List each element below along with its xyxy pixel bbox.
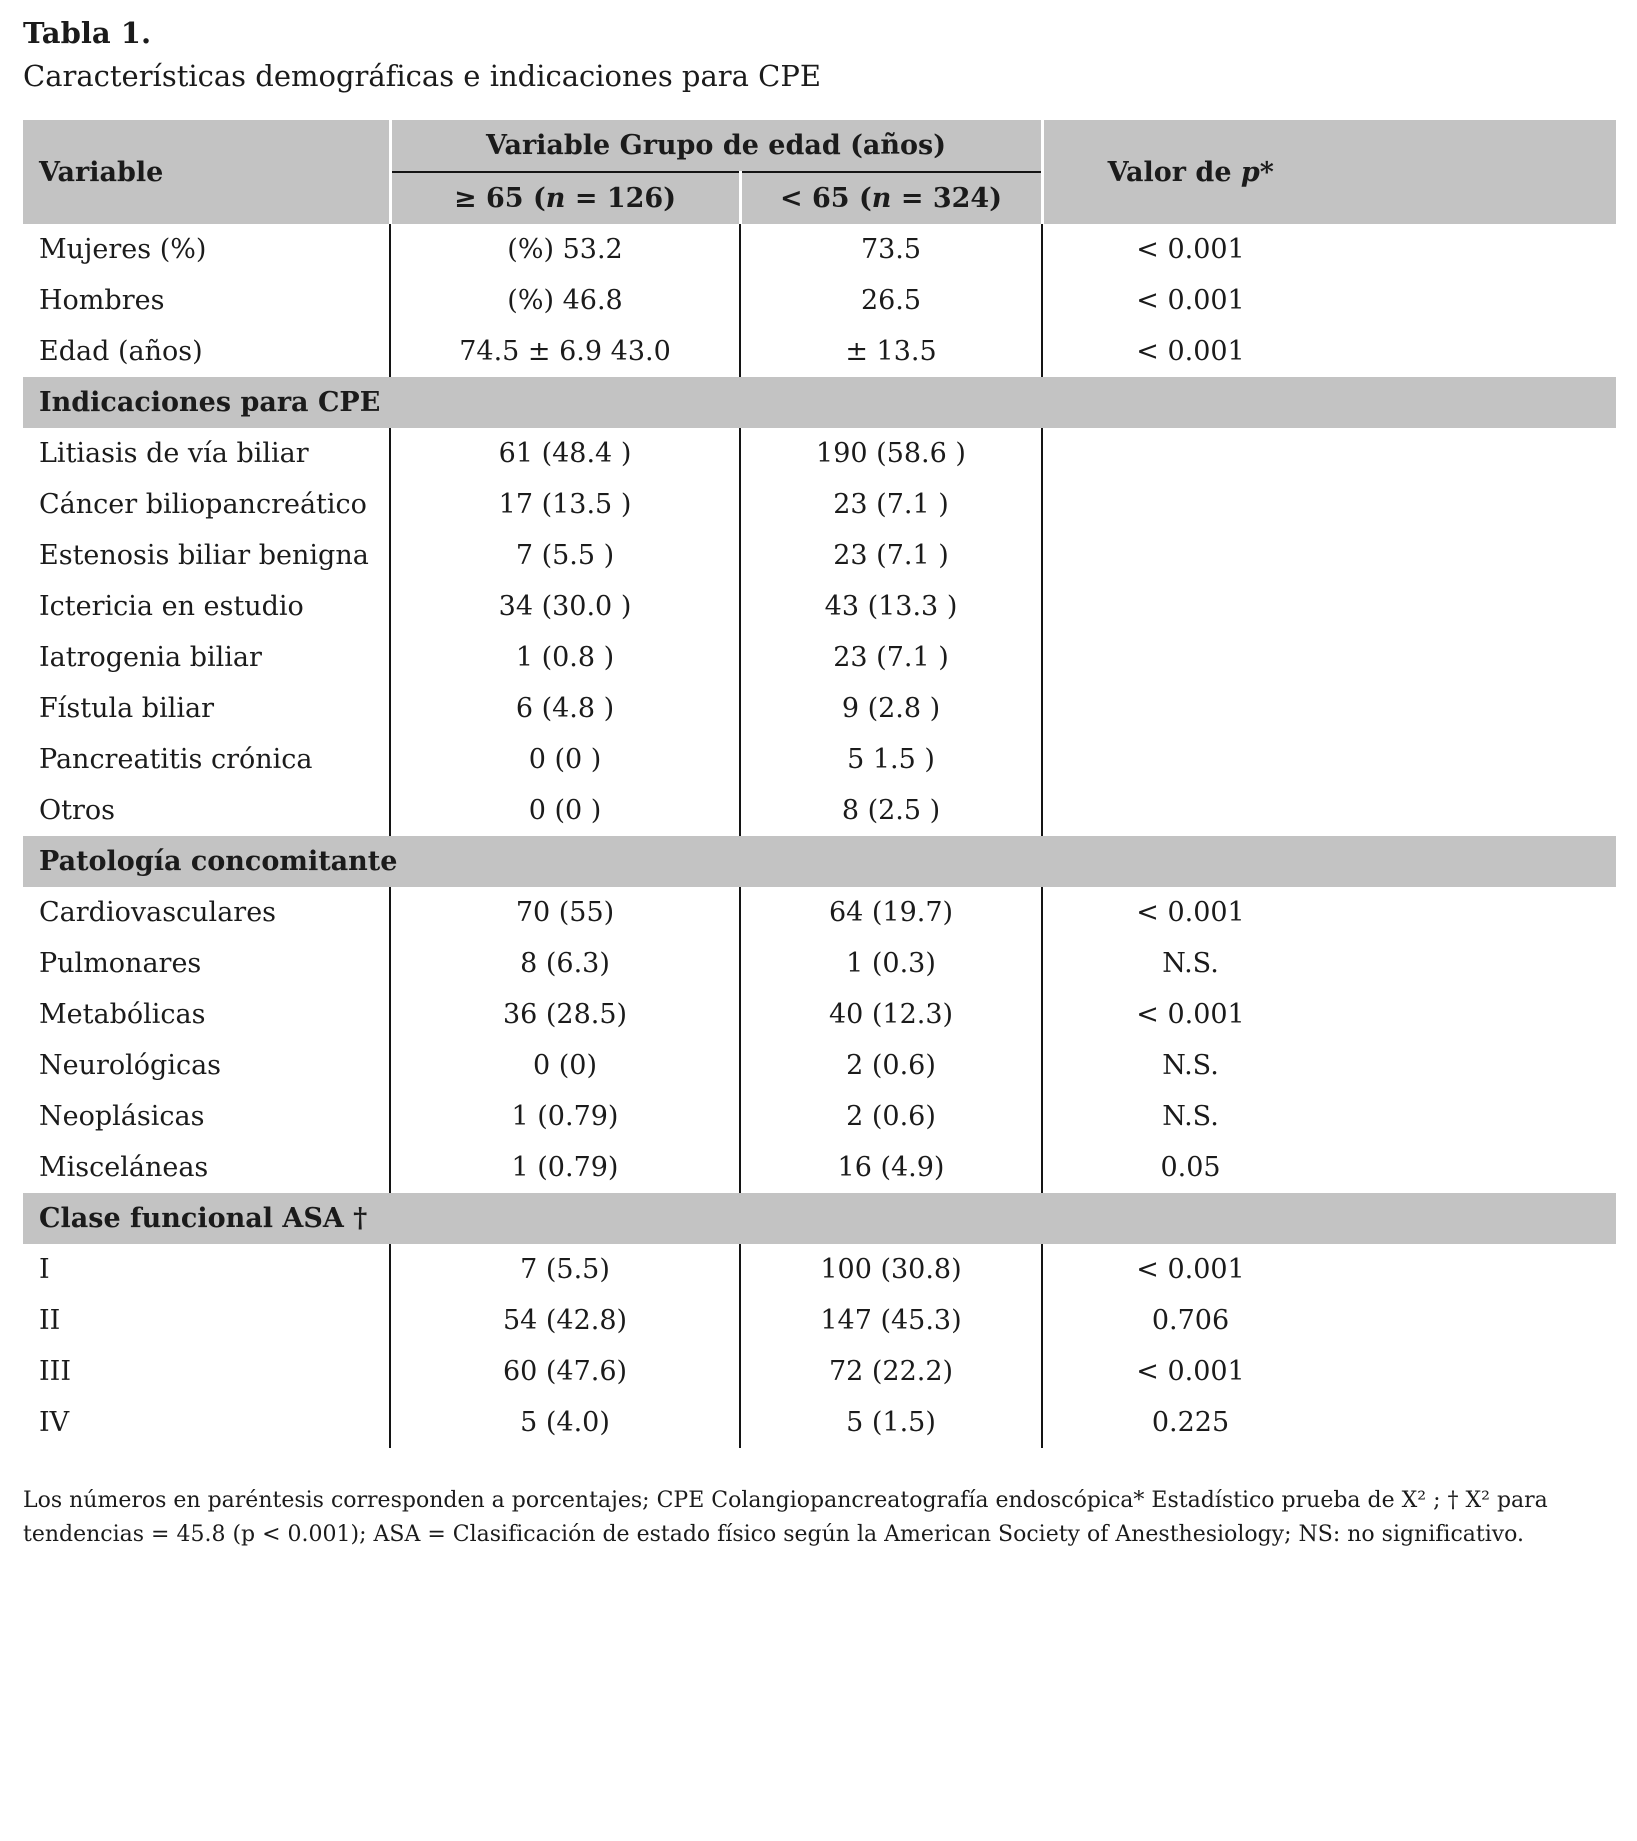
section-band-row bbox=[23, 1193, 1616, 1244]
lt65-text: < 65 ( bbox=[780, 183, 872, 214]
p-value-cell: < 0.001 bbox=[1136, 897, 1245, 928]
p-value-cell bbox=[1042, 530, 1616, 581]
value-cell-ge65: 7 (5.5 ) bbox=[390, 530, 740, 581]
value-cell-lt65: 23 (7.1 ) bbox=[740, 632, 1042, 683]
table-row bbox=[23, 734, 1616, 785]
value-cell-lt65: 26.5 bbox=[740, 275, 1042, 326]
table-footnote bbox=[23, 1484, 1616, 1552]
value-cell-ge65: 70 (55) bbox=[390, 887, 740, 938]
value-cell-lt65: 5 (1.5) bbox=[740, 1397, 1042, 1448]
row-label-cell: Hombres bbox=[23, 275, 390, 326]
p-value-cell bbox=[1042, 683, 1616, 734]
p-value-cell: 0.05 bbox=[1160, 1152, 1221, 1183]
table-row bbox=[23, 1295, 1616, 1346]
row-label-cell: Neoplásicas bbox=[23, 1091, 390, 1142]
value-cell-lt65: 9 (2.8 ) bbox=[740, 683, 1042, 734]
table-row bbox=[23, 632, 1616, 683]
value-cell-lt65: 72 (22.2) bbox=[740, 1346, 1042, 1397]
table-row bbox=[23, 581, 1616, 632]
table-row bbox=[23, 683, 1616, 734]
row-label-cell: Metabólicas bbox=[23, 989, 390, 1040]
value-cell-ge65: 0 (0 ) bbox=[390, 734, 740, 785]
table-header bbox=[23, 120, 1616, 224]
table-row bbox=[23, 275, 1616, 326]
p-value-cell: 0.706 bbox=[1151, 1305, 1230, 1336]
p-value-cell bbox=[1042, 632, 1616, 683]
value-cell-lt65: 23 (7.1 ) bbox=[740, 530, 1042, 581]
table-row bbox=[23, 938, 1616, 989]
value-cell-lt65: 43 (13.3 ) bbox=[740, 581, 1042, 632]
p-value-cell: N.S. bbox=[1162, 1101, 1219, 1132]
table-row bbox=[23, 1040, 1616, 1091]
footnote-line-2: tendencias = 45.8 (p < 0.001); ASA = Clasificación de estado físico según la American Society of Anesthesiology; NS: no significativo. bbox=[23, 1522, 1525, 1547]
table-row bbox=[23, 887, 1616, 938]
row-label-cell: Cáncer biliopancreático bbox=[23, 479, 390, 530]
header-age-group: Variable Grupo de edad (años) bbox=[390, 120, 1042, 172]
value-cell-ge65: 60 (47.6) bbox=[390, 1346, 740, 1397]
p-header-symbol: p bbox=[1240, 156, 1260, 188]
row-label-cell: Pulmonares bbox=[23, 938, 390, 989]
header-ge65 bbox=[390, 172, 740, 224]
value-cell-lt65: 16 (4.9) bbox=[740, 1142, 1042, 1193]
row-label-cell: Pancreatitis crónica bbox=[23, 734, 390, 785]
value-cell-ge65: (%) 53.2 bbox=[390, 224, 740, 275]
row-label-cell: Ictericia en estudio bbox=[23, 581, 390, 632]
p-value-cell bbox=[1042, 428, 1616, 479]
value-cell-ge65: 1 (0.79) bbox=[390, 1142, 740, 1193]
row-label-cell: Cardiovasculares bbox=[23, 887, 390, 938]
lt65-count: = 324) bbox=[891, 183, 1002, 214]
p-value-cell bbox=[1042, 479, 1616, 530]
value-cell-lt65: 40 (12.3) bbox=[740, 989, 1042, 1040]
header-lt65 bbox=[740, 172, 1042, 224]
value-cell-ge65: 8 (6.3) bbox=[390, 938, 740, 989]
value-cell-lt65: 100 (30.8) bbox=[740, 1244, 1042, 1295]
value-cell-ge65: 0 (0) bbox=[390, 1040, 740, 1091]
row-label-cell: Estenosis biliar benigna bbox=[23, 530, 390, 581]
value-cell-ge65: 7 (5.5) bbox=[390, 1244, 740, 1295]
p-value-cell: < 0.001 bbox=[1136, 336, 1245, 367]
ge65-count: = 126) bbox=[565, 183, 676, 214]
value-cell-lt65: 8 (2.5 ) bbox=[740, 785, 1042, 836]
value-cell-ge65: 0 (0 ) bbox=[390, 785, 740, 836]
section-header-indicaciones: Indicaciones para CPE bbox=[23, 377, 1616, 428]
value-cell-ge65: 54 (42.8) bbox=[390, 1295, 740, 1346]
value-cell-ge65: 6 (4.8 ) bbox=[390, 683, 740, 734]
value-cell-lt65: 1 (0.3) bbox=[740, 938, 1042, 989]
value-cell-ge65: 5 (4.0) bbox=[390, 1397, 740, 1448]
row-label-cell: II bbox=[23, 1295, 390, 1346]
value-cell-ge65: 74.5 ± 6.9 43.0 bbox=[390, 326, 740, 377]
table-row bbox=[23, 428, 1616, 479]
row-label-cell: Fístula biliar bbox=[23, 683, 390, 734]
table-row bbox=[23, 1397, 1616, 1448]
row-label-cell: IV bbox=[23, 1397, 390, 1448]
value-cell-lt65: 2 (0.6) bbox=[740, 1040, 1042, 1091]
value-cell-lt65: 2 (0.6) bbox=[740, 1091, 1042, 1142]
value-cell-ge65: 34 (30.0 ) bbox=[390, 581, 740, 632]
p-header-text: Valor de bbox=[1107, 156, 1241, 188]
value-cell-lt65: ± 13.5 bbox=[740, 326, 1042, 377]
row-label-cell: Neurológicas bbox=[23, 1040, 390, 1091]
value-cell-ge65: 1 (0.79) bbox=[390, 1091, 740, 1142]
header-variable: Variable bbox=[23, 120, 390, 224]
p-value-cell: < 0.001 bbox=[1136, 1356, 1245, 1387]
row-label-cell: Mujeres (%) bbox=[23, 224, 390, 275]
p-value-cell bbox=[1042, 785, 1616, 836]
p-value-cell bbox=[1042, 734, 1616, 785]
row-label-cell: Otros bbox=[23, 785, 390, 836]
table-row bbox=[23, 1346, 1616, 1397]
p-value-cell: 0.225 bbox=[1151, 1407, 1230, 1438]
value-cell-lt65: 23 (7.1 ) bbox=[740, 479, 1042, 530]
value-cell-lt65: 190 (58.6 ) bbox=[740, 428, 1042, 479]
ge65-text: ≥ 65 ( bbox=[454, 183, 546, 214]
value-cell-ge65: 17 (13.5 ) bbox=[390, 479, 740, 530]
table-row bbox=[23, 479, 1616, 530]
p-value-cell bbox=[1042, 581, 1616, 632]
value-cell-ge65: (%) 46.8 bbox=[390, 275, 740, 326]
table-row bbox=[23, 530, 1616, 581]
row-label-cell: Iatrogenia biliar bbox=[23, 632, 390, 683]
value-cell-ge65: 36 (28.5) bbox=[390, 989, 740, 1040]
table-body bbox=[23, 224, 1616, 1448]
row-label-cell: Misceláneas bbox=[23, 1142, 390, 1193]
value-cell-lt65: 147 (45.3) bbox=[740, 1295, 1042, 1346]
table-row bbox=[23, 989, 1616, 1040]
p-value-cell: < 0.001 bbox=[1136, 234, 1245, 265]
section-header-asa: Clase funcional ASA † bbox=[23, 1193, 1616, 1244]
lt65-n-symbol: n bbox=[871, 183, 892, 214]
section-band-row bbox=[23, 377, 1616, 428]
p-value-cell: N.S. bbox=[1162, 1050, 1219, 1081]
p-value-cell: N.S. bbox=[1162, 948, 1219, 979]
ge65-n-symbol: n bbox=[545, 183, 566, 214]
table-row bbox=[23, 1244, 1616, 1295]
row-label-cell: Litiasis de vía biliar bbox=[23, 428, 390, 479]
value-cell-lt65: 73.5 bbox=[740, 224, 1042, 275]
p-header-asterisk: * bbox=[1259, 156, 1274, 188]
table-number-title: Tabla 1. bbox=[23, 16, 152, 50]
table-row bbox=[23, 224, 1616, 275]
value-cell-ge65: 61 (48.4 ) bbox=[390, 428, 740, 479]
value-cell-lt65: 64 (19.7) bbox=[740, 887, 1042, 938]
header-p-value bbox=[1042, 120, 1616, 224]
table-row bbox=[23, 1091, 1616, 1142]
p-value-cell: < 0.001 bbox=[1136, 999, 1245, 1030]
value-cell-lt65: 5 1.5 ) bbox=[740, 734, 1042, 785]
table-caption: Características demográficas e indicaciones para CPE bbox=[23, 59, 822, 93]
demographics-table bbox=[23, 120, 1616, 1448]
row-label-cell: Edad (años) bbox=[23, 326, 390, 377]
header-row-top bbox=[23, 120, 1616, 172]
p-value-cell: < 0.001 bbox=[1136, 285, 1245, 316]
table-row bbox=[23, 1142, 1616, 1193]
value-cell-ge65: 1 (0.8 ) bbox=[390, 632, 740, 683]
row-label-cell: I bbox=[23, 1244, 390, 1295]
table-row bbox=[23, 326, 1616, 377]
footnote-line-1: Los números en paréntesis corresponden a porcentajes; CPE Colangiopancreatografía endoscópica* Estadístico prueba de X² ; † X² para bbox=[23, 1488, 1548, 1513]
row-label-cell: III bbox=[23, 1346, 390, 1397]
p-value-cell: < 0.001 bbox=[1136, 1254, 1245, 1285]
section-header-patologia: Patología concomitante bbox=[23, 836, 1616, 887]
table-row bbox=[23, 785, 1616, 836]
section-band-row bbox=[23, 836, 1616, 887]
